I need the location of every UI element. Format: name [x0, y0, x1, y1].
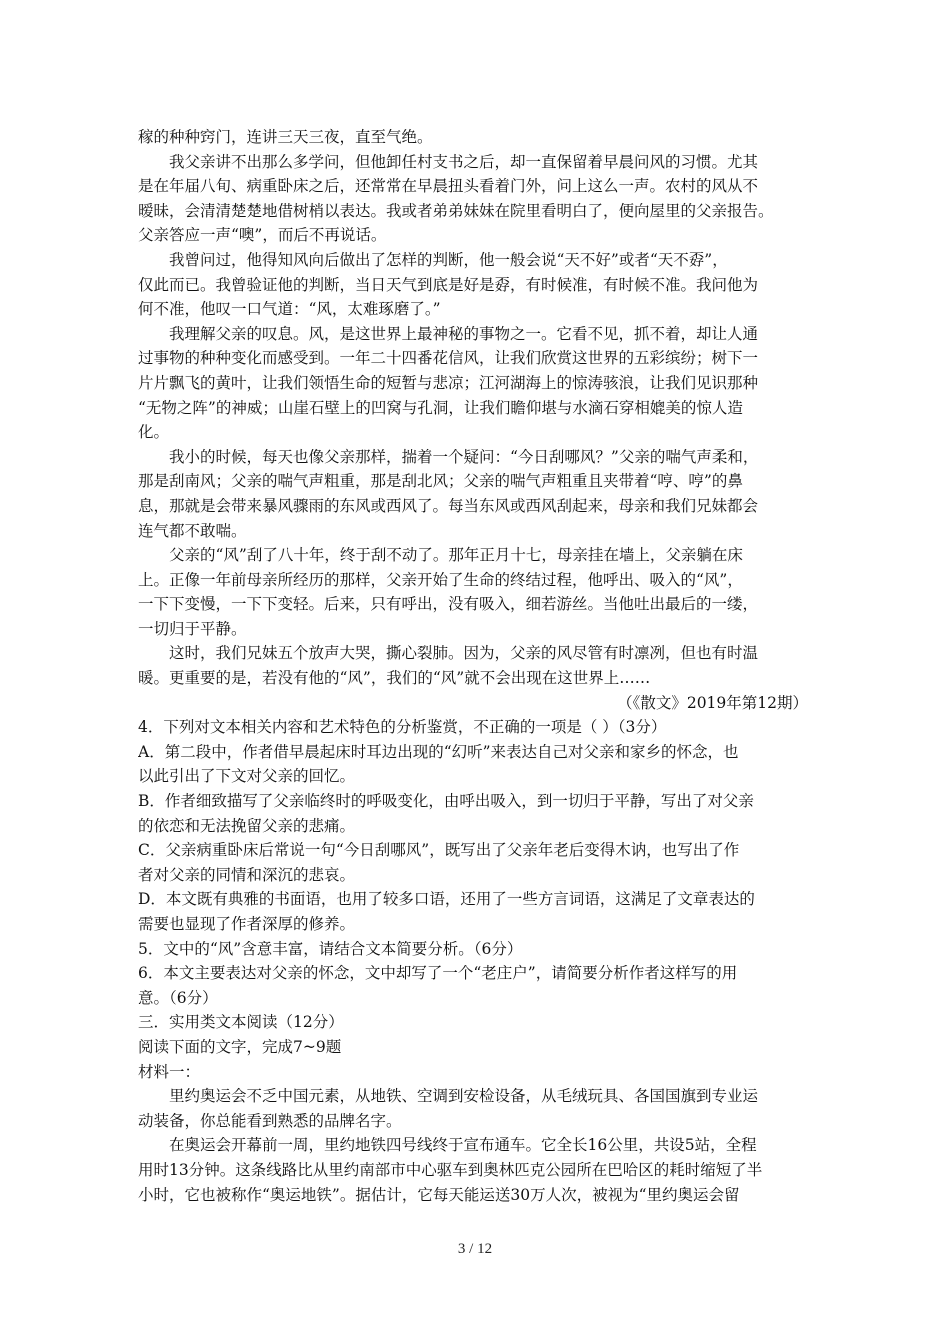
text-line: A．第二段中，作者借早晨起床时耳边出现的“幻听”来表达自己对父亲和家乡的怀念，也 — [138, 742, 739, 761]
source-citation: （《散文》2019年第12期） — [617, 693, 808, 712]
text-line: 暧昧，会清清楚楚地借树梢以表达。我或者弟弟妹妹在院里看明白了，便向屋里的父亲报告。 — [138, 201, 774, 220]
text-line: 以此引出了下文对父亲的回忆。 — [138, 767, 356, 786]
text-line: 我理解父亲的叹息。风，是这世界上最神秘的事物之一。它看不见，抓不着，却让人通 — [169, 324, 759, 343]
page-number: 3 / 12 — [457, 1241, 493, 1257]
text-line: 一切归于平静。 — [138, 619, 247, 638]
text-line: 里约奥运会不乏中国元素，从地铁、空调到安检设备，从毛绒玩具、各国国旗到专业运 — [169, 1087, 759, 1106]
text-line: B．作者细致描写了父亲临终时的呼吸变化，由呼出吸入，到一切归于平静，写出了对父亲 — [138, 792, 754, 811]
text-line: 息，那就是会带来暴风骤雨的东风或西风了。每当东风或西风刮起来，母亲和我们兄妹都会 — [138, 496, 759, 515]
text-line: 父亲的“风”刮了八十年，终于刮不动了。那年正月十七，母亲挂在墙上，父亲躺在床 — [169, 546, 743, 565]
text-line: 仅此而已。我曾验证他的判断，当日天气到底是好是孬，有时候准，有时候不准。我问他为 — [138, 275, 759, 294]
text-line: 何不准，他叹一口气道：“风，太难琢磨了。” — [138, 300, 441, 319]
text-line: 者对父亲的同情和深沉的悲哀。 — [138, 865, 356, 884]
text-line: 小时，它也被称作“奥运地铁”。据估计，它每天能运送30万人次，被视为“里约奥运会留 — [138, 1185, 740, 1204]
text-line: 4．下列对文本相关内容和艺术特色的分析鉴赏，不正确的一项是（ ）（3分） — [138, 718, 667, 737]
text-line: 6．本文主要表达对父亲的怀念，文中却写了一个“老庄户”，请简要分析作者这样写的用 — [138, 964, 738, 983]
text-line: 上。正像一年前母亲所经历的那样，父亲开始了生命的终结过程，他呼出、吸入的“风”， — [138, 570, 743, 589]
text-line: D．本文既有典雅的书面语，也用了较多口语，还用了一些方言词语，这满足了文章表达的 — [138, 890, 755, 909]
text-line: 材料一： — [138, 1062, 201, 1081]
text-line: C．父亲病重卧床后常说一句“今日刮哪风”，既写出了父亲年老后变得木讷，也写出了作 — [138, 841, 740, 860]
text-line: 是在年届八旬、病重卧床之后，还常常在早晨扭头看着门外，问上这么一声。农村的风从不 — [138, 177, 759, 196]
text-line: 需要也显现了作者深厚的修养。 — [138, 915, 356, 933]
text-line: 三．实用类文本阅读（12分） — [138, 1013, 344, 1032]
text-line: 父亲答应一声“噢”，而后不再说话。 — [138, 226, 387, 245]
text-line: “无物之阵”的神威；山崖石壁上的凹窝与孔洞，让我们瞻仰堪与水滴石穿相媲美的惊人造 — [138, 398, 743, 417]
text-line: 的依恋和无法挽留父亲的悲痛。 — [138, 816, 356, 835]
text-line: 化。 — [138, 423, 170, 442]
text-line: 连气都不敢喘。 — [138, 521, 247, 540]
text-line: 阅读下面的文字，完成7~9题 — [138, 1037, 342, 1056]
text-line: 这时，我们兄妹五个放声大哭，撕心裂肺。因为，父亲的风尽管有时凛冽，但也有时温 — [169, 644, 759, 663]
text-line: 意。（6分） — [138, 988, 218, 1007]
text-line: 我曾问过，他得知风向后做出了怎样的判断，他一般会说“天不好”或者“天不孬”， — [169, 250, 728, 269]
text-line: 稼的种种窍门，连讲三天三夜，直至气绝。 — [138, 128, 433, 146]
text-line: 片片飘飞的黄叶，让我们领悟生命的短暂与悲凉；江河湖海上的惊涛骇浪，让我们见识那种 — [138, 373, 759, 392]
text-line: 动装备，你总能看到熟悉的品牌名字。 — [138, 1111, 402, 1130]
text-line: 在奥运会开幕前一周，里约地铁四号线终于宣布通车。它全长16公里，共设5站，全程 — [169, 1136, 757, 1155]
text-line: 我小的时候，每天也像父亲那样，揣着一个疑问：“今日刮哪风？”父亲的喘气声柔和， — [169, 447, 759, 466]
text-line: 我父亲讲不出那么多学问，但他卸任村支书之后，却一直保留着早晨问风的习惯。尤其 — [169, 152, 759, 171]
text-line: 暖。更重要的是，若没有他的“风”，我们的“风”就不会出现在这世界上…… — [138, 669, 651, 688]
text-line: 5．文中的“风”含意丰富，请结合文本简要分析。（6分） — [138, 939, 523, 958]
text-line: 过事物的种种变化而感受到。一年二十四番花信风，让我们欣赏这世界的五彩缤纷；树下一 — [138, 349, 759, 368]
page-content — [138, 125, 818, 1207]
text-line: 一下下变慢，一下下变轻。后来，只有呼出，没有吸入，细若游丝。当他吐出最后的一缕， — [138, 595, 759, 614]
text-line: 那是刮南风；父亲的喘气声粗重，那是刮北风；父亲的喘气声粗重且夹带着“哼、哼”的鼻 — [138, 472, 743, 491]
text-line: 用时13分钟。这条线路比从里约南部市中心驱车到奥林匹克公园所在巴哈区的耗时缩短了半 — [138, 1160, 763, 1179]
